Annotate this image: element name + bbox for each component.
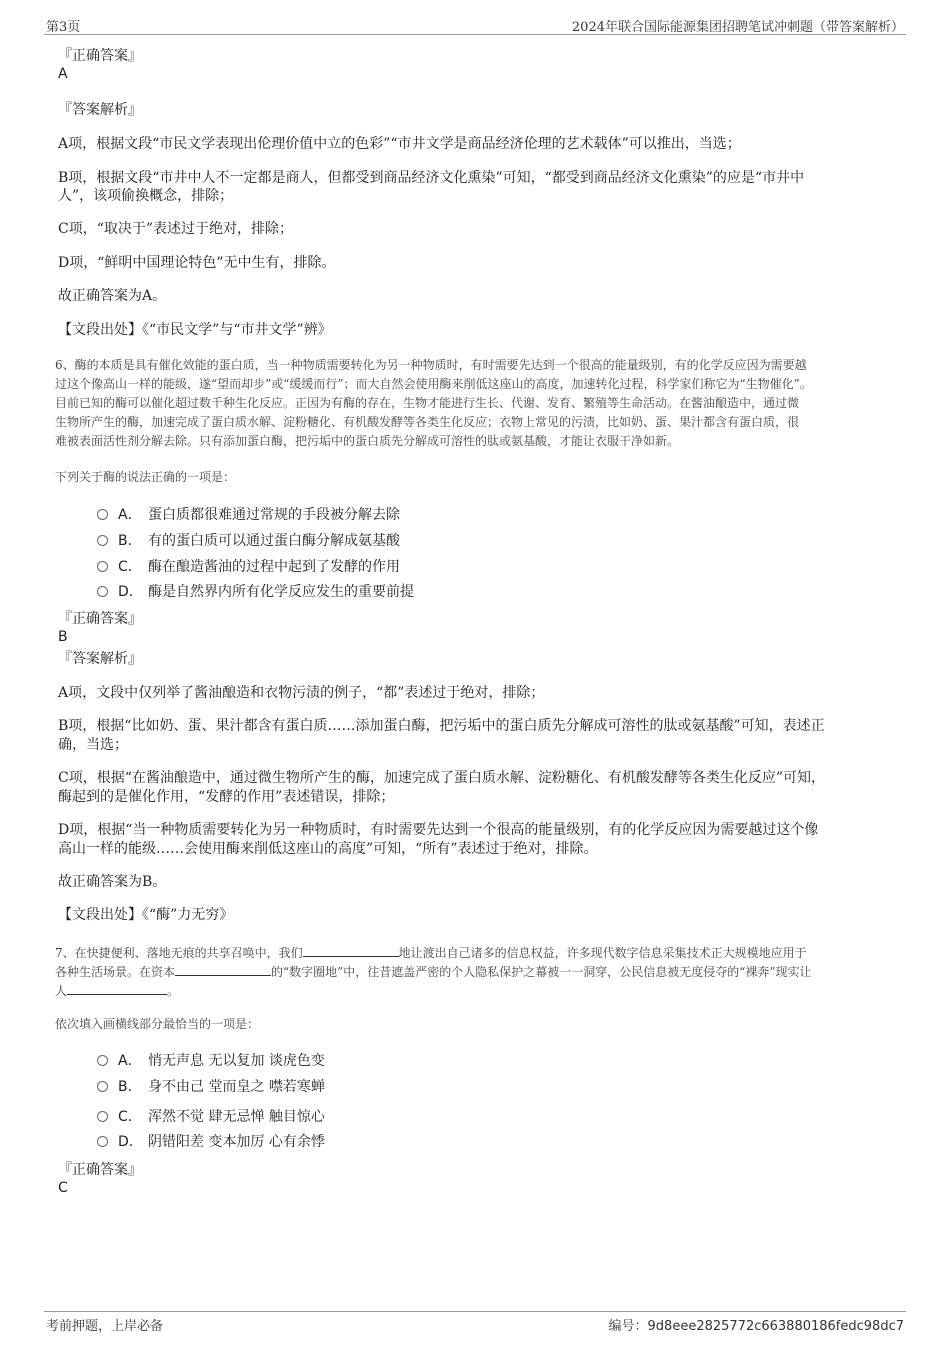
option-letter: B． <box>118 1079 142 1095</box>
option-text: 浑然不觉 肆无忌惮 触目惊心 <box>148 1109 325 1125</box>
q7-passage-line <box>55 961 812 982</box>
q6-option-c[interactable] <box>97 556 400 578</box>
fill-blank-1 <box>303 942 399 957</box>
q5-conclusion: 故正确答案为A。 <box>58 288 167 304</box>
option-letter: C． <box>118 1109 142 1125</box>
q5-source: 【文段出处】《“市民文学”与“市井文学”辨》 <box>58 322 332 338</box>
q6-analysis-c-line2: 酶起到的是催化作用，“发酵的作用”表述错误，排除； <box>58 789 395 805</box>
q6-analysis-label: 『答案解析』 <box>58 651 142 667</box>
option-letter: A． <box>118 507 142 523</box>
page-number: 第3页 <box>46 20 81 35</box>
option-letter: B． <box>118 533 142 549</box>
q7-question: 依次填入画横线部分最恰当的一项是： <box>55 1017 260 1031</box>
q6-passage-line: 难被表面活性剂分解去除。只有添加蛋白酶，把污垢中的蛋白质先分解成可溶性的肽或氨基酸，才能让衣服干净如新。 <box>55 434 680 448</box>
radio-button-icon[interactable] <box>97 1111 108 1122</box>
footer-slogan: 考前押题，上岸必备 <box>46 1319 164 1334</box>
option-letter: A． <box>118 1053 142 1069</box>
q7-text: 7、在快捷便利、落地无痕的共享召唤中，我们 <box>55 946 303 960</box>
option-text: 有的蛋白质可以通过蛋白酶分解成氨基酸 <box>148 533 400 549</box>
q7-option-a[interactable] <box>97 1050 325 1072</box>
radio-button-icon[interactable] <box>97 1136 108 1147</box>
q5-answer: A <box>58 66 68 82</box>
q7-text: 地让渡出自己诸多的信息权益，许多现代数字信息采集技术正大规模地应用于 <box>398 946 807 960</box>
q7-text: 各种生活场景。在资本 <box>55 965 176 979</box>
option-text: 悄无声息 无以复加 谈虎色变 <box>148 1053 325 1069</box>
code-value: 9d8eee2825772c663880186fedc98dc7 <box>647 1319 904 1334</box>
q6-analysis-b-line1: B项，根据“比如奶、蛋、果汁都含有蛋白质……添加蛋白酶，把污垢中的蛋白质先分解成可溶性的肽或氨基酸”可知，表述正 <box>58 718 825 734</box>
document-code <box>609 1315 904 1334</box>
q6-analysis-d-line1: D项，根据“当一种物质需要转化为另一种物质时，有时需要先达到一个很高的能量级别，有的化学反应因为需要越过这个像 <box>58 822 819 838</box>
page-footer <box>44 1311 906 1334</box>
radio-button-icon[interactable] <box>97 561 108 572</box>
q6-passage-line: 6、酶的本质是具有催化效能的蛋白质，当一种物质需要转化为另一种物质时，有时需要先达到一个很高的能量级别，有的化学反应因为需要越 <box>55 358 807 372</box>
radio-button-icon[interactable] <box>97 586 108 597</box>
q7-answer: C <box>58 1180 68 1196</box>
q6-analysis-c-line1: C项，根据“在酱油酿造中，通过微生物所产生的酶，加速完成了蛋白质水解、淀粉糖化、有机酸发酵等各类生化反应”可知， <box>58 770 826 786</box>
q6-question: 下列关于酶的说法正确的一项是： <box>55 470 236 484</box>
radio-button-icon[interactable] <box>97 535 108 546</box>
document-title: 2024年联合国际能源集团招聘笔试冲刺题（带答案解析） <box>571 20 904 35</box>
q6-answer-label: 『正确答案』 <box>58 611 142 627</box>
q6-passage-line: 生物所产生的酶，加速完成了蛋白质水解、淀粉糖化、有机酸发酵等各类生化反应；衣物上常见的污渍，比如奶、蛋、果汁都含有蛋白质，很 <box>55 415 800 429</box>
q5-analysis-c: C项，“取决于”表述过于绝对，排除； <box>58 221 294 237</box>
option-text: 身不由己 堂而皇之 噤若寒蝉 <box>148 1079 325 1095</box>
q7-option-c[interactable] <box>97 1106 325 1128</box>
q5-analysis-label: 『答案解析』 <box>58 102 142 118</box>
q7-passage-line <box>55 980 179 1001</box>
q6-option-b[interactable] <box>97 530 400 552</box>
q7-option-d[interactable] <box>97 1131 325 1153</box>
option-text: 阴错阳差 变本加厉 心有余悸 <box>148 1134 325 1150</box>
q6-analysis-b-line2: 确，当选； <box>58 737 128 753</box>
q6-analysis-a: A项，文段中仅列举了酱油酿造和衣物污渍的例子，“都”表述过于绝对，排除； <box>58 685 545 701</box>
q6-analysis-d-line2: 高山一样的能级……会使用酶来削低这座山的高度”可知，“所有”表述过于绝对，排除。 <box>58 841 598 857</box>
q6-passage-line: 目前已知的酶可以催化超过数千种生化反应。正因为有酶的存在，生物才能进行生长、代谢、发育、繁殖等生命活动。在酱油酿造中，通过微 <box>55 396 800 410</box>
option-letter: C． <box>118 559 142 575</box>
q5-answer-label: 『正确答案』 <box>58 48 142 64</box>
q6-source: 【文段出处】《“酶”力无穷》 <box>58 907 234 923</box>
q7-text: 的“数字圈地”中，往昔遮盖严密的个人隐私保护之幕被一一洞穿，公民信息被无度侵夺的“裸奔”现实让 <box>271 965 812 979</box>
q6-option-a[interactable] <box>97 504 400 526</box>
radio-button-icon[interactable] <box>97 1081 108 1092</box>
q6-conclusion: 故正确答案为B。 <box>58 874 167 890</box>
q6-answer: B <box>58 629 68 645</box>
radio-button-icon[interactable] <box>97 509 108 520</box>
q6-passage-line: 过这个像高山一样的能级，遂“望而却步”或“缓缓而行”；而大自然会使用酶来削低这座山的高度，加速转化过程，科学家们称它为“生物催化”。 <box>55 377 812 391</box>
q7-option-b[interactable] <box>97 1076 325 1098</box>
radio-button-icon[interactable] <box>97 1055 108 1066</box>
q5-analysis-b-line2: 人”，该项偷换概念，排除； <box>58 188 234 204</box>
code-label: 编号： <box>608 1319 648 1334</box>
option-text: 酶在酿造酱油的过程中起到了发酵的作用 <box>148 559 400 575</box>
option-text: 蛋白质都很难通过常规的手段被分解去除 <box>148 507 400 523</box>
q5-analysis-b-line1: B项，根据文段“市井中人不一定都是商人，但都受到商品经济文化熏染”可知，“都受到商品经济文化熏染”的应是“市井中 <box>58 170 805 186</box>
q7-passage-line <box>55 942 807 963</box>
page-header <box>44 14 906 35</box>
q6-option-d[interactable] <box>97 581 414 603</box>
q7-text: 人 <box>55 984 68 998</box>
q7-answer-label: 『正确答案』 <box>58 1162 142 1178</box>
q5-analysis-d: D项，“鲜明中国理论特色”无中生有，排除。 <box>58 255 336 271</box>
q5-analysis-a: A项，根据文段“市民文学表现出伦理价值中立的色彩”“市井文学是商品经济伦理的艺术载体”可以推出，当选； <box>58 136 741 152</box>
option-text: 酶是自然界内所有化学反应发生的重要前提 <box>148 584 414 600</box>
fill-blank-2 <box>175 961 271 976</box>
option-letter: D． <box>118 1134 143 1150</box>
option-letter: D． <box>118 584 143 600</box>
q7-text: 。 <box>167 984 180 998</box>
fill-blank-3 <box>67 980 167 995</box>
